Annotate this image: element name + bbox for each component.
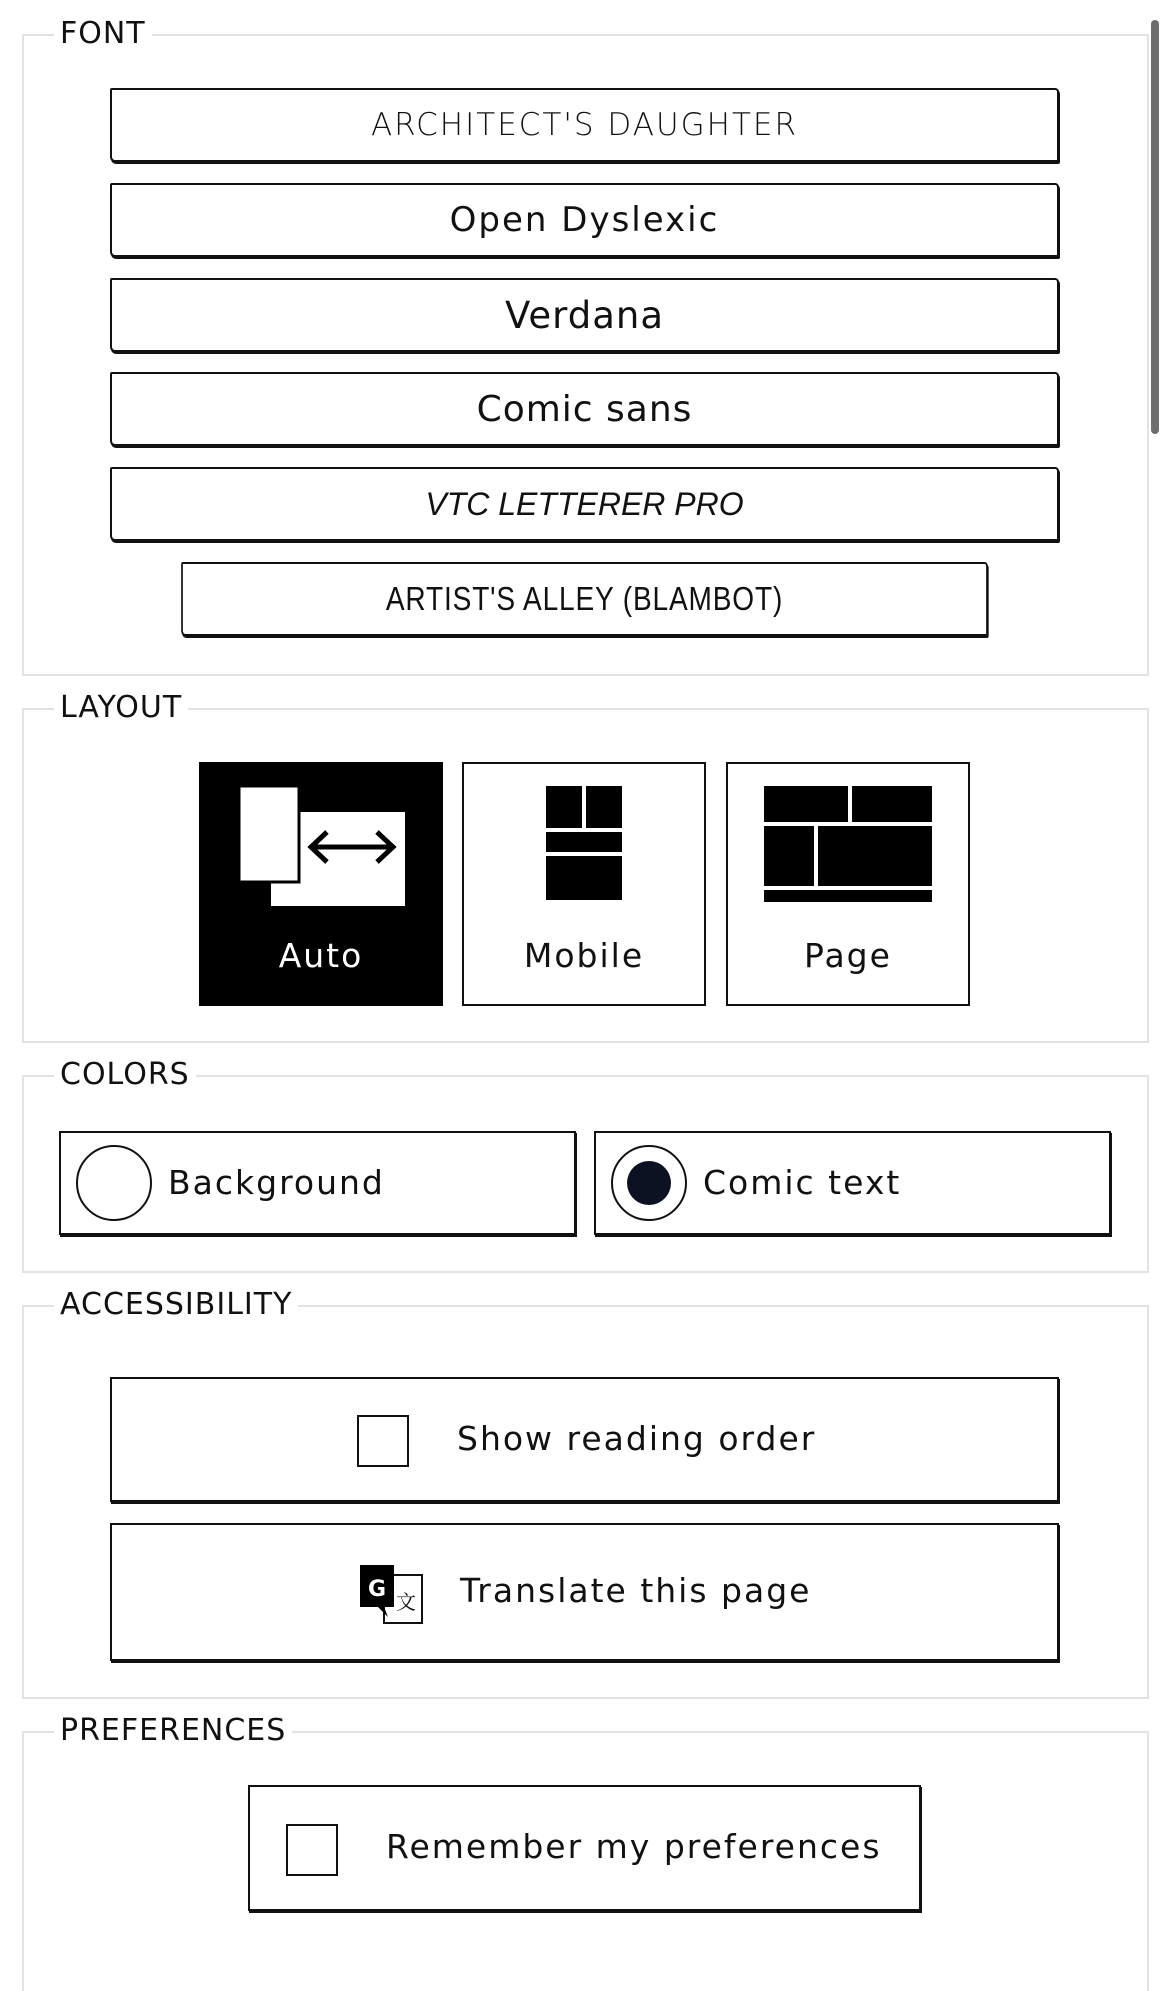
font-option-label: Open Dyslexic: [449, 200, 720, 240]
colors-section-title: COLORS: [54, 1055, 196, 1095]
auto-layout-icon: [201, 764, 441, 934]
layout-option-auto[interactable]: [199, 762, 443, 1006]
mobile-layout-icon: [464, 764, 704, 934]
remember-preferences-checkbox[interactable]: [286, 1824, 338, 1876]
font-option-label: Verdana: [504, 293, 665, 337]
translate-icon-letter: G: [367, 1577, 387, 1602]
layout-option-page[interactable]: [726, 762, 970, 1006]
font-option-label: Comic sans: [476, 388, 693, 430]
font-option-artists-alley[interactable]: [181, 562, 988, 636]
preferences-section-title: PREFERENCES: [54, 1711, 292, 1751]
color-option-background[interactable]: [59, 1131, 576, 1235]
font-option-verdana[interactable]: [110, 278, 1059, 352]
layout-option-mobile[interactable]: [462, 762, 706, 1006]
page-layout-icon: [728, 764, 968, 934]
remember-preferences-button[interactable]: [248, 1785, 921, 1911]
layout-option-label: Auto: [278, 936, 364, 975]
layout-section-title: LAYOUT: [54, 688, 188, 728]
font-option-label: ARCHITECT'S DAUGHTER: [370, 107, 799, 143]
translate-page-button[interactable]: [110, 1523, 1059, 1661]
translate-icon-glyph: 文: [396, 1590, 416, 1614]
font-option-label: VTC LETTERER PRO: [425, 485, 744, 522]
show-reading-order-checkbox[interactable]: [357, 1415, 409, 1467]
translate-page-label: Translate this page: [460, 1571, 812, 1610]
color-option-label: Background: [168, 1163, 385, 1202]
font-option-comic-sans[interactable]: [110, 372, 1059, 446]
layout-option-label: Mobile: [523, 936, 645, 975]
selected-dot-icon: [627, 1161, 671, 1205]
color-option-label: Comic text: [703, 1163, 902, 1202]
show-reading-order-button[interactable]: [110, 1377, 1059, 1502]
google-translate-icon: [358, 1563, 424, 1629]
scrollbar[interactable]: [1151, 20, 1159, 434]
accessibility-section-title: ACCESSIBILITY: [54, 1285, 298, 1325]
remember-preferences-label: Remember my preferences: [386, 1827, 882, 1866]
show-reading-order-label: Show reading order: [457, 1419, 817, 1458]
layout-option-label: Page: [804, 936, 892, 975]
font-option-open-dyslexic[interactable]: [110, 183, 1059, 257]
color-option-comic-text[interactable]: [594, 1131, 1111, 1235]
background-color-swatch: [76, 1145, 152, 1221]
comic-text-color-swatch: [611, 1145, 687, 1221]
font-section-title: FONT: [54, 14, 152, 54]
font-option-vtc-letterer-pro[interactable]: [110, 467, 1059, 541]
font-option-label: ARTIST'S ALLEY (BLAMBOT): [385, 580, 784, 617]
font-option-architects-daughter[interactable]: [110, 88, 1059, 162]
